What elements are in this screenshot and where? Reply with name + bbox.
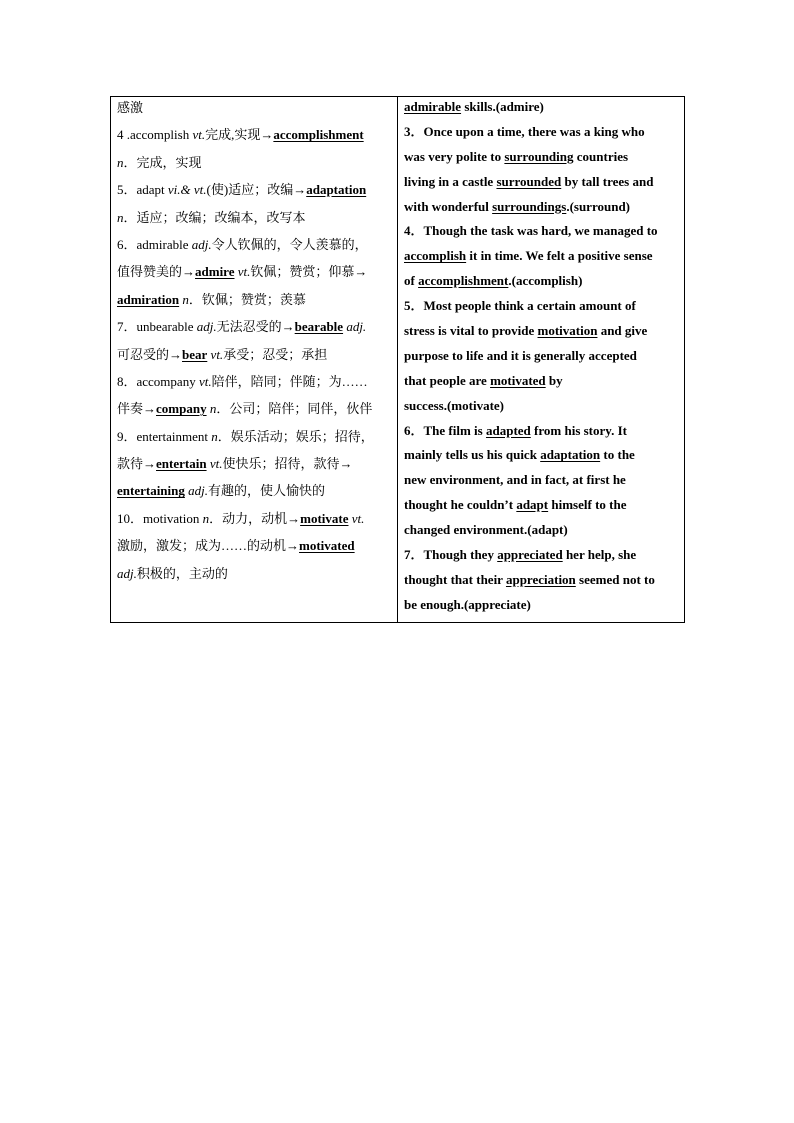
part-of-speech: n: [211, 428, 218, 444]
answer-word: admire: [195, 264, 235, 280]
vocabulary-line: [117, 124, 393, 151]
text-segment: 6．admirable: [117, 236, 192, 252]
exercise-line: [404, 197, 680, 222]
part-of-speech: vi.& vt.: [167, 182, 207, 198]
text-segment: 感激: [117, 100, 144, 115]
answer-word: accomplish: [404, 248, 467, 264]
answer-word: accomplishment: [418, 273, 509, 289]
text-segment: ．钦佩；赞赏；羡慕: [188, 291, 306, 307]
text-segment: 8．accompany: [117, 373, 199, 389]
text-segment: thought he couldn’t: [404, 497, 517, 513]
answer-word: admirable: [404, 99, 462, 114]
text-segment: be enough.(appreciate): [404, 596, 531, 612]
exercise-line: [404, 296, 680, 321]
answer-word: accomplishment: [273, 127, 364, 143]
answer-word: adaptation: [306, 182, 367, 198]
exercise-line: [404, 445, 680, 470]
answer-word: adapted: [485, 422, 531, 438]
text-segment: 4．Though the task was hard, we managed to: [404, 223, 658, 239]
exercise-line: [404, 371, 680, 396]
exercise-line: [404, 221, 680, 246]
exercise-line: [404, 396, 680, 421]
text-segment: her help, she: [562, 547, 637, 563]
vocabulary-line: [117, 316, 393, 343]
text-segment: ．娱乐活动；娱乐；招待，: [217, 428, 374, 444]
answer-word: surroundings: [492, 198, 567, 214]
text-segment: 伴奏→: [117, 401, 157, 417]
vocabulary-column: [111, 97, 398, 622]
text-segment: ．适应；改编；改编本，改写本: [123, 209, 306, 225]
vocabulary-line: [117, 207, 393, 234]
vocabulary-line: [117, 508, 393, 535]
text-segment: 承受；忍受；承担: [223, 346, 328, 362]
vocabulary-line: [117, 344, 393, 371]
vocabulary-line: [117, 563, 393, 590]
vocabulary-line: [117, 371, 393, 398]
vocabulary-line: [117, 480, 393, 507]
text-segment: .(accomplish): [508, 273, 583, 289]
exercise-line: [404, 495, 680, 520]
answer-word: motivate: [300, 510, 349, 526]
part-of-speech: vt.: [210, 346, 224, 362]
text-segment: 6．The film is: [404, 422, 486, 438]
part-of-speech: n: [202, 510, 210, 526]
text-segment: 7．Though they: [404, 547, 498, 563]
answer-word: appreciated: [497, 547, 563, 563]
part-of-speech: adj.: [196, 319, 217, 335]
text-segment: with wonderful: [404, 198, 493, 214]
text-segment: and give: [597, 323, 648, 339]
vocabulary-line: [117, 398, 393, 425]
text-segment: stress is vital to provide: [404, 323, 538, 339]
text-segment: changed environment.(adapt): [404, 522, 568, 538]
text-segment: 值得赞美的→: [117, 264, 196, 280]
exercise-line: [404, 97, 680, 122]
text-segment: it in time. We felt a positive sense: [466, 248, 653, 264]
vocabulary-line: [117, 234, 393, 261]
part-of-speech: vt.: [237, 264, 251, 280]
text-segment: 9．entertainment: [117, 428, 212, 444]
answer-word: bearable: [294, 319, 344, 335]
text-segment: by: [545, 372, 563, 388]
text-segment: 5．adapt: [117, 182, 168, 198]
text-segment: 激励，激发；成为……的动机→: [117, 538, 300, 554]
answer-word: surrounding: [504, 148, 574, 164]
text-segment: purpose to life and it is generally accepted: [404, 347, 637, 363]
answer-word: bear: [182, 346, 208, 362]
vocabulary-line: [117, 152, 393, 179]
text-segment: to the: [600, 447, 635, 463]
exercise-line: [404, 246, 680, 271]
text-segment: 10．motivation: [117, 510, 203, 526]
exercise-column: [398, 97, 684, 622]
text-segment: 可忍受的→: [117, 346, 183, 362]
text-segment: was very polite to: [404, 148, 505, 164]
text-segment: skills.(admire): [461, 99, 544, 114]
text-segment: from his story. It: [530, 422, 627, 438]
answer-word: motivated: [490, 372, 546, 388]
text-segment: that people are: [404, 372, 491, 388]
text-segment: 3．Once upon a time, there was a king who: [404, 123, 645, 139]
answer-word: appreciation: [505, 571, 576, 587]
part-of-speech: adj.: [117, 565, 137, 581]
answer-word: entertaining: [117, 483, 185, 499]
exercise-line: [404, 321, 680, 346]
exercise-line: [404, 470, 680, 495]
exercise-line: [404, 545, 680, 570]
exercise-line: [404, 595, 680, 620]
part-of-speech: vt.: [198, 373, 212, 389]
text-segment: ．完成，实现: [123, 154, 202, 170]
part-of-speech: adj.: [346, 319, 367, 335]
text-segment: 4 .accomplish: [117, 127, 193, 143]
part-of-speech: n: [182, 291, 189, 307]
text-segment: 使快乐；招待，款待→: [222, 456, 353, 472]
answer-word: company: [156, 401, 207, 417]
text-segment: ．公司；陪伴；同伴，伙伴: [216, 401, 373, 417]
text-segment: 7．unbearable: [117, 319, 197, 335]
exercise-line: [404, 172, 680, 197]
vocabulary-line: [117, 289, 393, 316]
text-segment: 令人钦佩的，令人羡慕的，: [211, 236, 368, 252]
exercise-line: [404, 421, 680, 446]
text-segment: himself to the: [548, 497, 627, 513]
text-segment: success.(motivate): [404, 397, 504, 413]
exercise-table: [110, 96, 685, 623]
text-segment: 5．Most people think a certain amount of: [404, 298, 636, 314]
text-segment: countries: [573, 148, 629, 164]
text-segment: of: [404, 273, 419, 289]
exercise-line: [404, 570, 680, 595]
exercise-line: [404, 122, 680, 147]
text-segment: by tall trees and: [561, 173, 654, 189]
text-segment: 积极的，主动的: [136, 565, 228, 581]
exercise-line: [404, 147, 680, 172]
vocabulary-line: [117, 453, 393, 480]
answer-word: adaptation: [540, 447, 601, 463]
text-segment: 陪伴，陪同；伴随；为……: [211, 373, 368, 389]
text-segment: (使)适应；改编→: [206, 182, 307, 198]
text-segment: seemed not to: [575, 571, 655, 587]
exercise-line: [404, 271, 680, 296]
text-segment: ．动力，动机→: [209, 510, 301, 526]
part-of-speech: vt.: [209, 456, 223, 472]
answer-word: motivation: [537, 323, 598, 339]
answer-word: adapt: [516, 497, 549, 513]
text-segment: .(surround): [566, 198, 631, 214]
part-of-speech: vt.: [351, 510, 365, 526]
part-of-speech: vt.: [192, 127, 206, 143]
vocabulary-line: [117, 97, 393, 124]
text-segment: living in a castle: [404, 173, 497, 189]
exercise-line: [404, 520, 680, 545]
exercise-line: [404, 346, 680, 371]
answer-word: entertain: [156, 456, 207, 472]
text-segment: mainly tells us his quick: [404, 447, 541, 463]
vocabulary-line: [117, 535, 393, 562]
part-of-speech: adj.: [188, 483, 209, 499]
part-of-speech: n: [117, 209, 124, 225]
part-of-speech: adj.: [191, 236, 212, 252]
answer-word: motivated: [299, 538, 355, 554]
vocabulary-line: [117, 426, 393, 453]
text-segment: 钦佩；赞赏；仰慕→: [250, 264, 368, 280]
vocabulary-line: [117, 179, 393, 206]
text-segment: 款待→: [117, 456, 157, 472]
answer-word: admiration: [117, 291, 180, 307]
text-segment: 有趣的，使人愉快的: [208, 483, 326, 499]
part-of-speech: n: [209, 401, 217, 417]
text-segment: 无法忍受的→: [216, 319, 295, 335]
vocabulary-line: [117, 261, 393, 288]
text-segment: thought that their: [404, 571, 506, 587]
text-segment: new environment, and in fact, at first he: [404, 472, 626, 488]
answer-word: surrounded: [496, 173, 562, 189]
text-segment: 完成,实现→: [205, 127, 274, 143]
part-of-speech: n: [117, 154, 124, 170]
